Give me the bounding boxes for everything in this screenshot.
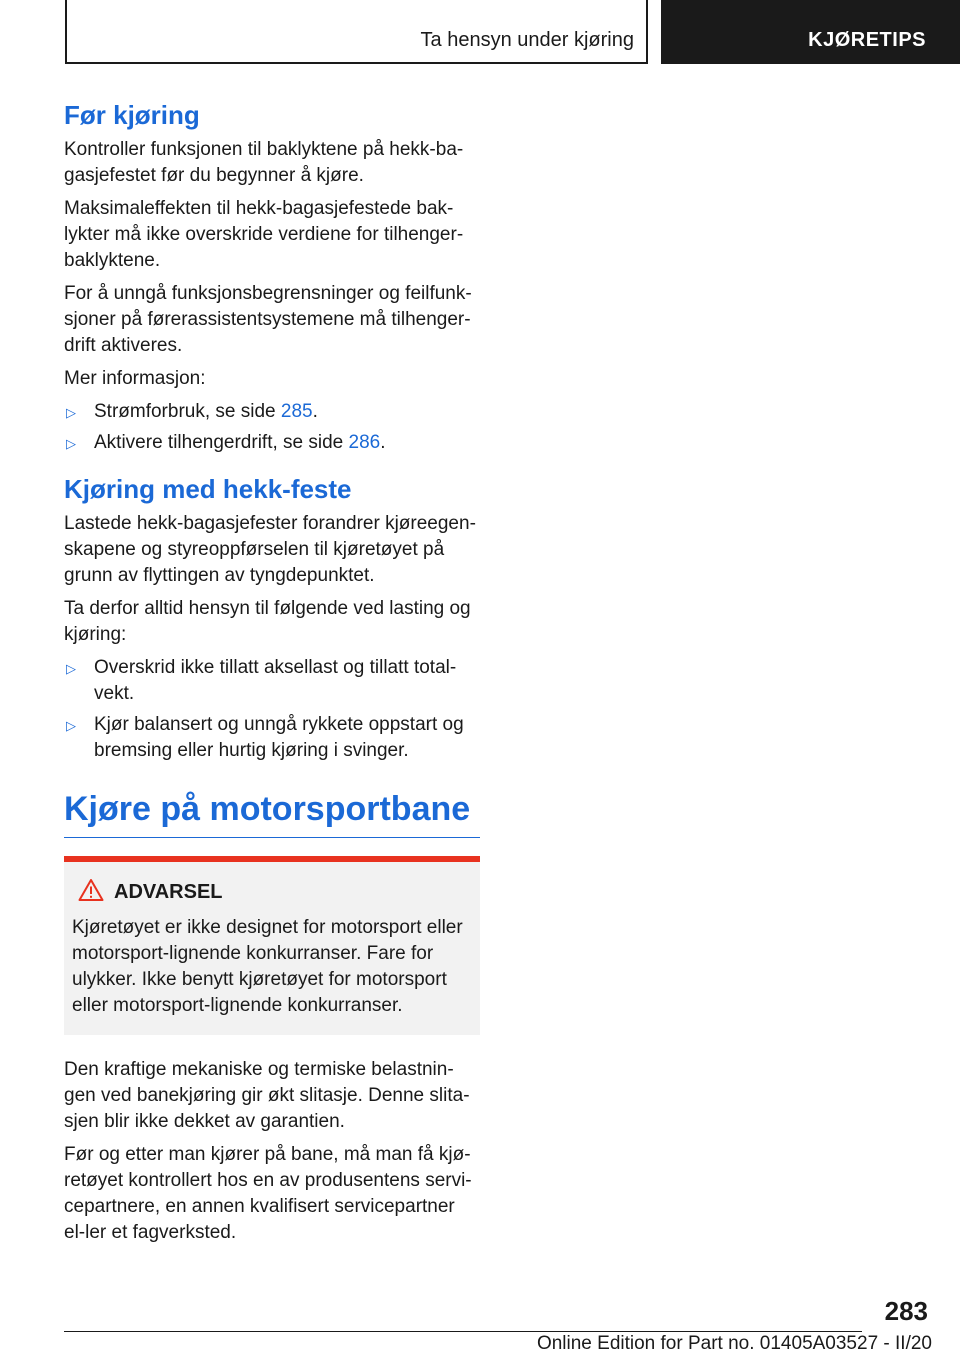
content-column (64, 100, 480, 1253)
warning-text: Kjøretøyet er ikke designet for motorsport eller motorsport-lignende konkurranser. Fare for ulykker. Ikke benytt kjøretøyet for motorsport eller motorsport-lignende konkurranser. (72, 917, 463, 1016)
heading-motorsport-track: Kjøre på motorsportbane (64, 790, 480, 838)
warning-box (64, 856, 480, 1035)
more-info-list (64, 399, 480, 456)
list-item: ▷ Strømforbruk, se side 285. (64, 399, 480, 425)
header-chapter-box (661, 0, 960, 64)
triangle-bullet-icon: ▷ (66, 405, 76, 420)
page-ref-link[interactable]: 285 (280, 401, 313, 422)
triangle-bullet-icon: ▷ (66, 436, 76, 451)
heading-driving-with-rack: Kjøring med hekk-feste (64, 474, 352, 504)
warning-header (78, 878, 470, 907)
loading-tips-list (64, 655, 480, 764)
page-ref-link[interactable]: 286 (348, 432, 381, 453)
list-item: ▷ Overskrid ikke tillatt aksellast og tillatt total-vekt. (66, 657, 457, 704)
paragraph: Mer informasjon: (64, 368, 206, 389)
warning-title: ADVARSEL (114, 881, 223, 903)
list-item: ▷ Kjør balansert og unngå rykkete oppstart og bremsing eller hurtig kjøring i svinger. (66, 714, 464, 761)
header-chapter-title: KJØRETIPS (808, 29, 926, 51)
list-item: ▷ Aktivere tilhengerdrift, se side 286. (64, 430, 480, 456)
heading-before-driving: Før kjøring (64, 100, 200, 130)
triangle-bullet-icon: ▷ (66, 661, 76, 676)
page-number: 283 (884, 1296, 928, 1326)
paragraph: Før og etter man kjører på bane, må man få kjø-retøyet kontrollert hos en av produsentens servi-cepartnere, en annen kvalifisert servicepartner el-ler et fagverksted. (64, 1144, 472, 1243)
paragraph: Maksimaleffekten til hekk-bagasjefestede bak-lykter må ikke overskride verdiene for tilhenger-baklyktene. (64, 198, 464, 271)
header-section-box (65, 0, 648, 64)
footer-edition: Online Edition for Part no. 01405A03527 - II/20 (536, 1333, 932, 1354)
triangle-bullet-icon: ▷ (66, 718, 76, 733)
paragraph: Ta derfor alltid hensyn til følgende ved lasting og kjøring: (64, 598, 471, 645)
paragraph: Den kraftige mekaniske og termiske belastnin-gen ved banekjøring gir økt slitasje. Denne slita-sjen blir ikke dekket av garantien. (64, 1059, 470, 1132)
paragraph: Kontroller funksjonen til baklyktene på hekk-ba-gasjefestet før du begynner å kjøre. (64, 139, 464, 186)
paragraph: Lastede hekk-bagasjefester forandrer kjøreegen-skapene og styreoppførselen til kjøretøyet på grunn av flyttingen av tyngdepunktet. (64, 513, 476, 586)
footer-divider (64, 1331, 862, 1332)
warning-triangle-icon (78, 878, 104, 907)
header-section-title: Ta hensyn under kjøring (420, 29, 634, 51)
paragraph: For å unngå funksjonsbegrensninger og feilfunk-sjoner på førerassistentsystemene må tilhenger-drift aktiveres. (64, 283, 472, 356)
